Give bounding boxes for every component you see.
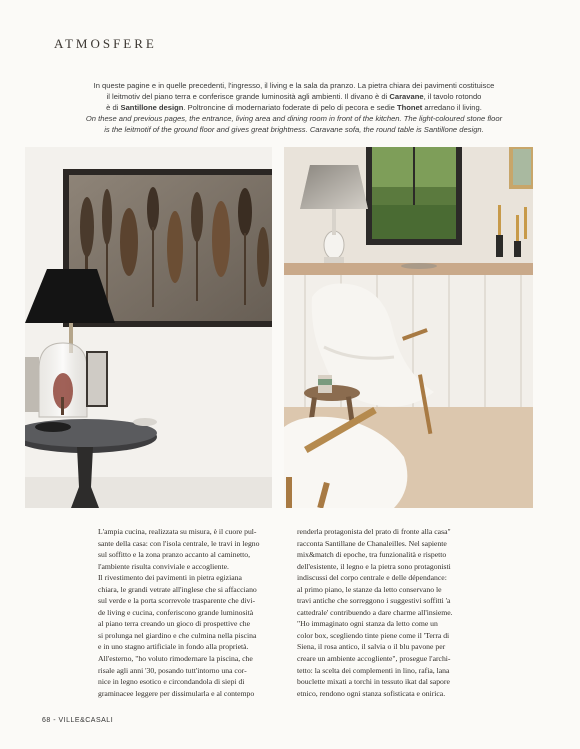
col1-line: L'ampia cucina, realizzata su misura, è il cuore pul-	[98, 527, 257, 536]
col1-line: sante della casa: con l'isola centrale, le travi in legno	[98, 538, 260, 548]
col2-line: mix&match di epoche, tra funzionalità e rispetto	[297, 550, 447, 560]
col1-line: risale agli anni '30, posando tutt'intorno una cor-	[98, 665, 247, 675]
col2-line: creare un ambiente accogliente", prosegue l'archi-	[297, 654, 451, 664]
col2-line: indiscussi del corpo centrale e delle dépendance:	[297, 573, 447, 583]
photo-left-illustration	[25, 147, 272, 508]
caption-it-line-2: il leitmotiv del piano terra e conferisce grande luminosità agli ambienti. Il divano è di Caravane, il tavolo rotondo	[106, 92, 482, 101]
photo-right-illustration	[284, 147, 533, 508]
col2-line: "Ho immaginato ogni stanza da letto come un	[297, 619, 438, 629]
article-column-1	[98, 526, 286, 699]
col2-line: Siena, il rosa antico, il salvia o il blu pavone per	[297, 642, 446, 652]
article-column-2	[297, 526, 485, 699]
col1-line: nice in legno esotico e circondandola di siepi di	[98, 677, 245, 687]
section-title: ATMOSFERE	[54, 36, 157, 51]
photo-living-lamp	[25, 147, 272, 508]
intro-caption	[44, 80, 544, 135]
col2-line: racconta Santillane de Chanaleilles. Nel sapiente	[297, 538, 447, 548]
col2-line: etnico, rendono ogni stanza sofisticata e onirica.	[297, 688, 446, 698]
col2-line: al primo piano, le stanze da letto conservano le	[297, 584, 442, 594]
caption-italian	[44, 80, 544, 113]
caption-it-line-3: è di Santillone design. Poltroncine di modernariato foderate di pelo di pecora e sedie Thonet arredano il living.	[106, 103, 482, 112]
col2-line: travi antiche che sorreggono i suggestivi soffitti 'a	[297, 596, 451, 606]
col1-line: Il rivestimento dei pavimenti in pietra egiziana	[98, 573, 242, 583]
col2-line: tetto: la scelta dei complementi in lino, rafia, lana	[297, 665, 450, 675]
caption-it-line-1: In queste pagine e in quelle precedenti, l'ingresso, il living e la sala da pranzo. La pietra chiara dei pavimenti costituisce	[93, 81, 495, 90]
col1-line: de living e cucina, conferiscono grande luminosità	[98, 607, 254, 617]
col1-line: All'esterno, "ho voluto rimodernare la piscina, che	[98, 654, 253, 664]
col2-line: dell'esistente, il legno e la pietra sono protagonisti	[297, 561, 451, 571]
col1-line: sul soffitto e la zona pranzo accanto al caminetto,	[98, 550, 251, 560]
col1-line: chiara, le grandi vetrate all'inglese che si affacciano	[98, 584, 257, 594]
col2-line: renderla protagonista del prato di fronte alla casa"	[297, 527, 451, 536]
col1-line: al piano terra creando un gioco di prospettive che	[98, 619, 250, 629]
col1-line: l'ambiente risulta conviviale e accogliente.	[98, 561, 229, 571]
col2-line: color box, scegliendo tinte piene come il 'Terra di	[297, 630, 450, 640]
caption-en-line-1: On these and previous pages, the entrance, living area and dining room in front of the kitchen. The light-coloured stone floor	[85, 114, 503, 123]
col1-line: si prolunga nel giardino e che culmina nella piscina	[98, 630, 257, 640]
col2-line: cattedrale' contribuendo a dare charme all'insieme.	[297, 607, 453, 617]
col1-line: sul verde e la porta scorrevole trasparente che divi-	[98, 596, 256, 606]
col2-line: bouclette mixati a torchi in tessuto ikat dal sapore	[297, 677, 450, 687]
photo-living-chairs	[284, 147, 533, 508]
col1-line: e in uno stagno artificiale in fondo alla proprietà.	[98, 642, 249, 652]
col1-line: graminacee leggere per dissimularla e al contempo	[98, 688, 255, 698]
page-footer: 68 - VILLE&CASALI	[42, 717, 114, 724]
caption-en-line-2: is the leitmotif of the ground floor and gives great brightness. Caravane sofa, the round table is Santillone design.	[104, 125, 484, 134]
caption-english	[44, 113, 544, 135]
